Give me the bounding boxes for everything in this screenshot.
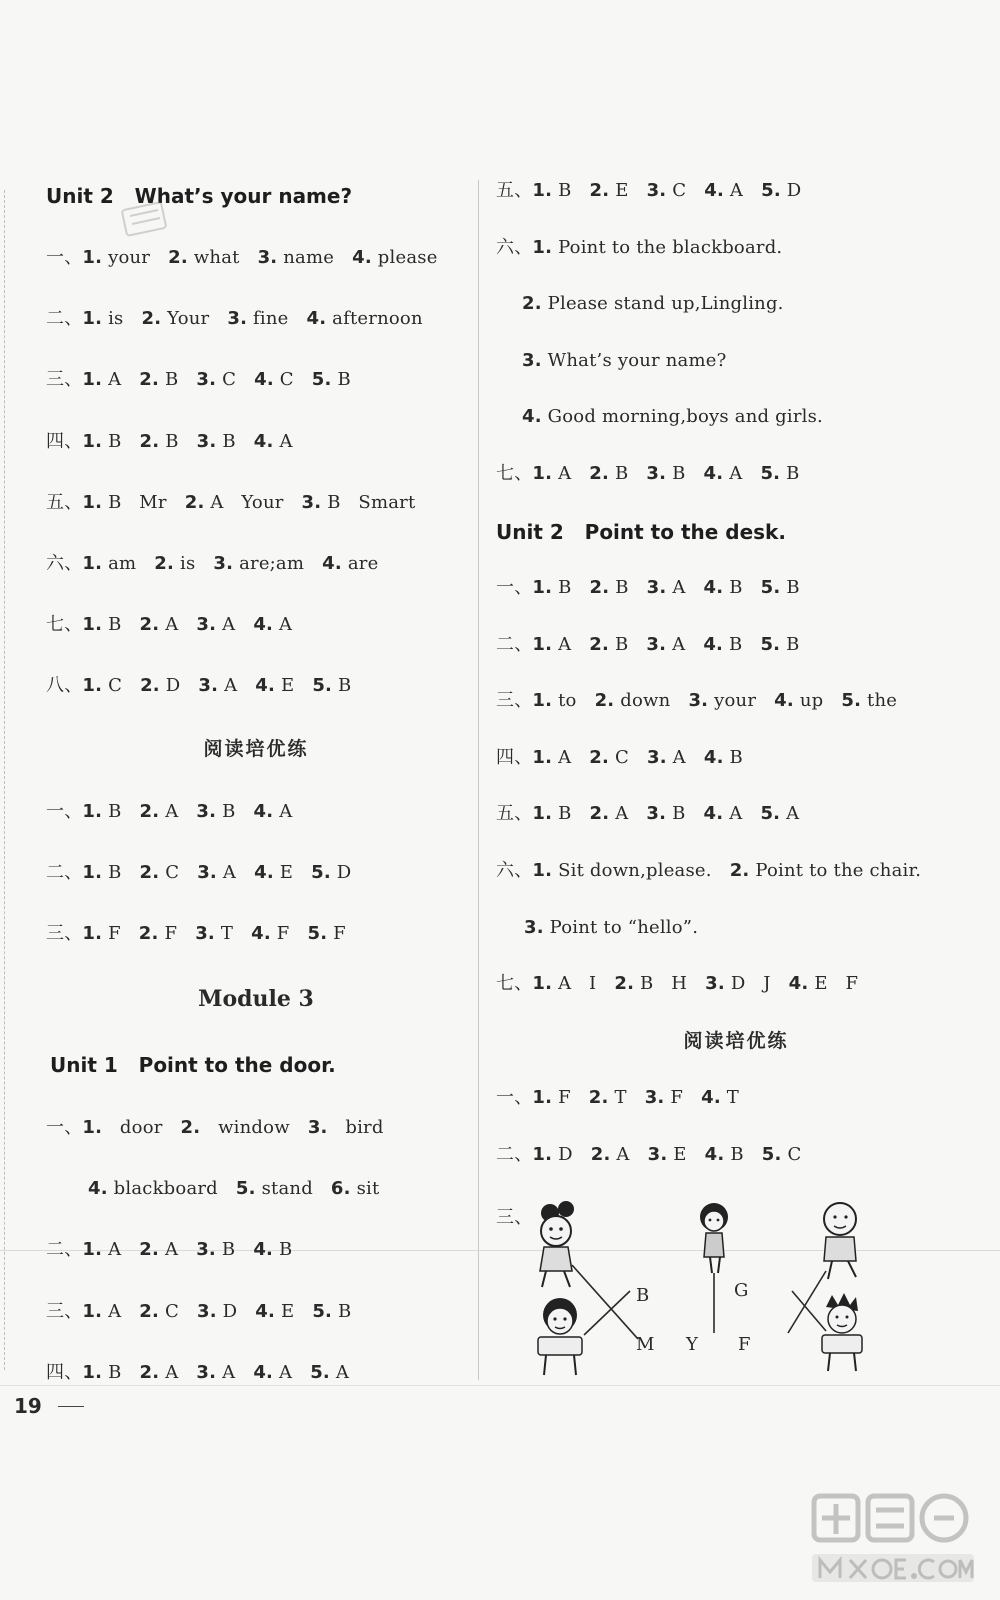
answer-line (46, 800, 292, 824)
matching-lines (572, 1265, 826, 1339)
answer-item: 4. A (253, 801, 293, 822)
answer-item: 4. C (254, 369, 294, 391)
answer-item: 1. B (82, 1361, 122, 1383)
question-prefix: 六、 (46, 553, 83, 574)
module-title: Module 3 (198, 986, 314, 1012)
answer-item: 2. Point to the chair. (729, 860, 922, 881)
answer-item: 4. E (255, 1300, 295, 1322)
binding-edge (4, 190, 5, 1370)
question-prefix: 一、 (46, 247, 83, 268)
answer-line (496, 462, 800, 486)
answer-item: 4. are (322, 553, 379, 574)
question-prefix: 三、 (46, 1300, 83, 1322)
answer-item: 2. B (589, 463, 629, 484)
answer-item: 1. C (82, 675, 123, 697)
answer-line (524, 916, 698, 940)
answer-item: 3. A (646, 746, 686, 768)
section-title: 阅读培优练 (683, 1030, 789, 1052)
answer-item: 4. afternoon (306, 308, 423, 330)
answer-item: 3. A (196, 1361, 236, 1383)
answer-item: 5. D (761, 180, 802, 201)
question-prefix: 二、 (46, 308, 83, 330)
answer-item: 2. B H (614, 973, 688, 995)
answer-line (46, 491, 415, 515)
column-divider (478, 180, 479, 1380)
answer-line (46, 552, 378, 576)
answer-item: 1. Sit down,please. (532, 860, 712, 881)
answer-line (46, 1361, 349, 1385)
answer-item: 4. B (703, 577, 743, 598)
match-letter: M (636, 1334, 655, 1355)
answer-item: 1. door (82, 1117, 163, 1138)
answer-line (88, 1177, 379, 1201)
question-prefix: 七、 (46, 614, 83, 636)
answer-item: 1. Point to the blackboard. (532, 236, 783, 258)
answer-item: 1. B (82, 430, 122, 452)
answer-item: 5. stand (235, 1178, 313, 1200)
answer-item: 4. B (703, 746, 743, 768)
answer-item: 3. B (646, 463, 686, 484)
match-letter: G (734, 1280, 749, 1301)
answer-item: 3. A (646, 633, 686, 655)
girl-buns-figure-icon (540, 1201, 574, 1287)
answer-line (522, 405, 823, 429)
answer-line (46, 674, 351, 698)
answer-item: 1. A (82, 1300, 122, 1322)
answer-item: 3. fine (227, 308, 289, 330)
answer-item: 1. A I (532, 973, 597, 995)
answer-line (46, 430, 293, 454)
answer-item: 2. A (590, 1144, 630, 1165)
answer-item: 1. to (532, 690, 577, 712)
answer-item: 2. B (139, 430, 179, 452)
answer-item: 2. C (139, 1300, 179, 1322)
answer-line (496, 1086, 739, 1110)
answer-item: 3. B (196, 1239, 236, 1261)
stamp-icon (120, 200, 170, 238)
answer-item: 2. down (594, 690, 671, 712)
answer-item: 4. F (251, 923, 290, 945)
page-number-dash (58, 1406, 84, 1407)
answer-item: 1. am (82, 553, 137, 574)
question-prefix: 三、 (46, 369, 83, 391)
answer-item: 2. B (589, 577, 629, 598)
answer-item: 4. B (253, 1239, 293, 1261)
answer-item: 3. B (646, 803, 686, 825)
question-prefix: 二、 (496, 1144, 533, 1165)
answer-item: 1. A (532, 746, 572, 768)
question-prefix: 八、 (46, 675, 83, 697)
answer-item: 3. A (646, 577, 686, 598)
answer-item: 4. B (704, 1144, 744, 1165)
answer-item: 5. B (312, 1300, 352, 1322)
unit-title: Unit 2 What’s your name? (46, 184, 353, 208)
answer-line (496, 746, 743, 770)
answer-line (522, 349, 726, 373)
answer-line (496, 1143, 801, 1167)
question-prefix: 四、 (496, 746, 533, 768)
question-prefix: 一、 (46, 1117, 83, 1138)
answer-item: 2. is (154, 553, 196, 574)
girl-lingling-figure-icon (538, 1298, 582, 1375)
answer-item: 3. your (688, 690, 757, 712)
match-letter: B (636, 1285, 650, 1306)
answer-item: 1. A (532, 463, 572, 484)
question-prefix: 四、 (46, 1361, 83, 1383)
answer-item: 1. B Mr (82, 491, 167, 513)
answer-item: 3. Point to “hello”. (524, 916, 699, 938)
answer-item: 5. B (760, 577, 800, 598)
answer-item: 3. F (644, 1087, 684, 1108)
question-prefix: 三、 (46, 923, 83, 945)
answer-item: 3. D (196, 1300, 238, 1322)
answer-line (496, 802, 799, 826)
answer-item: 3. A (196, 614, 236, 636)
answer-item: 4. T (701, 1087, 739, 1108)
answer-line (46, 1116, 384, 1140)
unit-title: Unit 1 Point to the door. (50, 1053, 336, 1077)
answer-item: 1. B (82, 801, 122, 822)
question-prefix: 六、 (496, 236, 533, 258)
answer-item: 4. up (774, 690, 824, 712)
question-prefix: 一、 (46, 801, 83, 822)
answer-line (46, 307, 423, 331)
question-prefix: 五、 (46, 491, 83, 513)
answer-line (496, 633, 800, 657)
answer-item: 3. T (195, 923, 234, 945)
answer-item: 2. Your (141, 308, 210, 330)
answer-item: 2. what (168, 247, 240, 268)
answer-line (46, 922, 346, 946)
answer-item: 2. window (180, 1117, 290, 1138)
answer-line (496, 689, 897, 713)
answer-item: 4. A (704, 180, 744, 201)
answer-item: 2. B (589, 633, 629, 655)
answer-item: 4. Good morning,boys and girls. (522, 406, 823, 428)
answer-item: 3. A (197, 862, 237, 884)
answer-item: 3. E (647, 1144, 687, 1165)
answer-item: 4. E (255, 675, 295, 697)
question-prefix: 二、 (496, 633, 533, 655)
footer-rule (0, 1385, 1000, 1386)
answer-line (496, 859, 921, 883)
answer-item: 4. A (253, 614, 293, 636)
answer-item: 2. D (140, 675, 181, 697)
answer-item: 2. A (139, 1361, 179, 1383)
answer-item: 2. A (139, 614, 179, 636)
answer-line (46, 613, 292, 637)
answer-item: 5. D (311, 862, 352, 884)
answer-line (522, 292, 784, 316)
question-prefix: 五、 (496, 180, 533, 201)
answer-item: 1. B (82, 862, 122, 884)
answer-item: 2. C (139, 862, 180, 884)
answer-line (496, 236, 782, 260)
answer-item: 3. B (196, 430, 236, 452)
answer-line (46, 1238, 292, 1262)
answer-item: 5. B (311, 369, 351, 391)
question-prefix: 三、 (496, 1207, 533, 1228)
answer-item: 5. B (760, 633, 800, 655)
answer-item: 5. B (760, 463, 800, 484)
answer-item: 2. A Your (184, 491, 284, 513)
answer-item: 2. A (139, 801, 179, 822)
answer-line (46, 1300, 351, 1324)
answer-line (46, 246, 438, 270)
answer-item: 1. is (82, 308, 124, 330)
question-prefix: 二、 (46, 862, 83, 884)
page-number: 19 (14, 1394, 42, 1418)
match-letter: F (738, 1334, 751, 1355)
answer-item: 1. B (532, 803, 572, 825)
answer-item: 6. sit (330, 1178, 380, 1200)
question-prefix: 三、 (496, 690, 533, 712)
answer-item: 4. E F (788, 973, 859, 995)
answer-item: 5. B (312, 675, 352, 697)
answer-item: 2. B (139, 369, 179, 391)
answer-item: 4. A (703, 463, 743, 484)
unit-title: Unit 2 Point to the desk. (496, 520, 786, 544)
answer-item: 5. A (760, 803, 800, 825)
match-letter: Y (686, 1334, 698, 1355)
answer-item: 3. name (257, 247, 335, 268)
answer-item: 1. A (82, 369, 122, 391)
answer-item: 2. T (588, 1087, 627, 1108)
watermark-logo-icon (808, 1488, 978, 1588)
answer-item: 5. the (841, 690, 898, 712)
answer-item: 3. B (196, 801, 236, 822)
answer-item: 4. blackboard (88, 1178, 218, 1200)
answer-item: 1. A (532, 633, 572, 655)
answer-line (496, 179, 801, 203)
question-prefix: 二、 (46, 1239, 83, 1261)
answer-item: 3. are;am (213, 553, 305, 574)
boy-daming-figure-icon (822, 1293, 862, 1371)
answer-item: 3. B Smart (301, 491, 416, 513)
question-prefix: 一、 (496, 577, 533, 598)
answer-item: 2. A (139, 1239, 179, 1261)
bald-boy-figure-icon (824, 1203, 856, 1279)
answer-item: 3. A (198, 675, 238, 697)
answer-item: 4. B (703, 633, 743, 655)
answer-line (46, 368, 351, 392)
answer-item: 1. F (82, 923, 121, 945)
answer-item: 3. What’s your name? (522, 349, 727, 371)
answer-item: 1. your (82, 247, 151, 268)
answer-item: 1. B (82, 614, 122, 636)
answer-line (46, 861, 351, 885)
answer-item: 4. A (253, 430, 293, 452)
question-prefix: 一、 (496, 1087, 533, 1108)
question-prefix: 七、 (496, 973, 533, 995)
answer-item: 4. E (254, 862, 294, 884)
answer-item: 3. D J (705, 973, 771, 995)
answer-item: 2. Please stand up,Lingling. (522, 293, 784, 315)
answer-item: 2. F (138, 923, 178, 945)
answer-line (496, 576, 800, 600)
answer-item: 3. C (196, 369, 237, 391)
answer-item: 3. C (646, 180, 687, 201)
answer-item: 5. C (761, 1144, 802, 1165)
section-title: 阅读培优练 (203, 738, 309, 760)
answer-item: 4. A (703, 803, 743, 825)
answer-item: 5. F (307, 923, 346, 945)
answer-item: 2. E (589, 180, 629, 201)
question-prefix: 五、 (496, 803, 533, 825)
answer-item: 2. A (589, 803, 629, 825)
question-prefix: 四、 (46, 430, 83, 452)
answer-item: 1. A (82, 1239, 122, 1261)
girl-curly-figure-icon (700, 1203, 728, 1273)
answer-item: 5. A (310, 1361, 350, 1383)
answer-item: 2. C (589, 746, 629, 768)
answer-line (496, 972, 858, 996)
answer-item: 1. B (532, 577, 572, 598)
answer-item: 4. A (253, 1361, 293, 1383)
question-prefix: 七、 (496, 463, 533, 484)
answer-item: 4. please (352, 247, 438, 268)
answer-item: 1. F (532, 1087, 571, 1108)
answer-item: 3. bird (307, 1117, 384, 1138)
answer-item: 1. B (532, 180, 572, 201)
answer-item: 1. D (532, 1144, 573, 1165)
question-prefix: 六、 (496, 860, 533, 881)
